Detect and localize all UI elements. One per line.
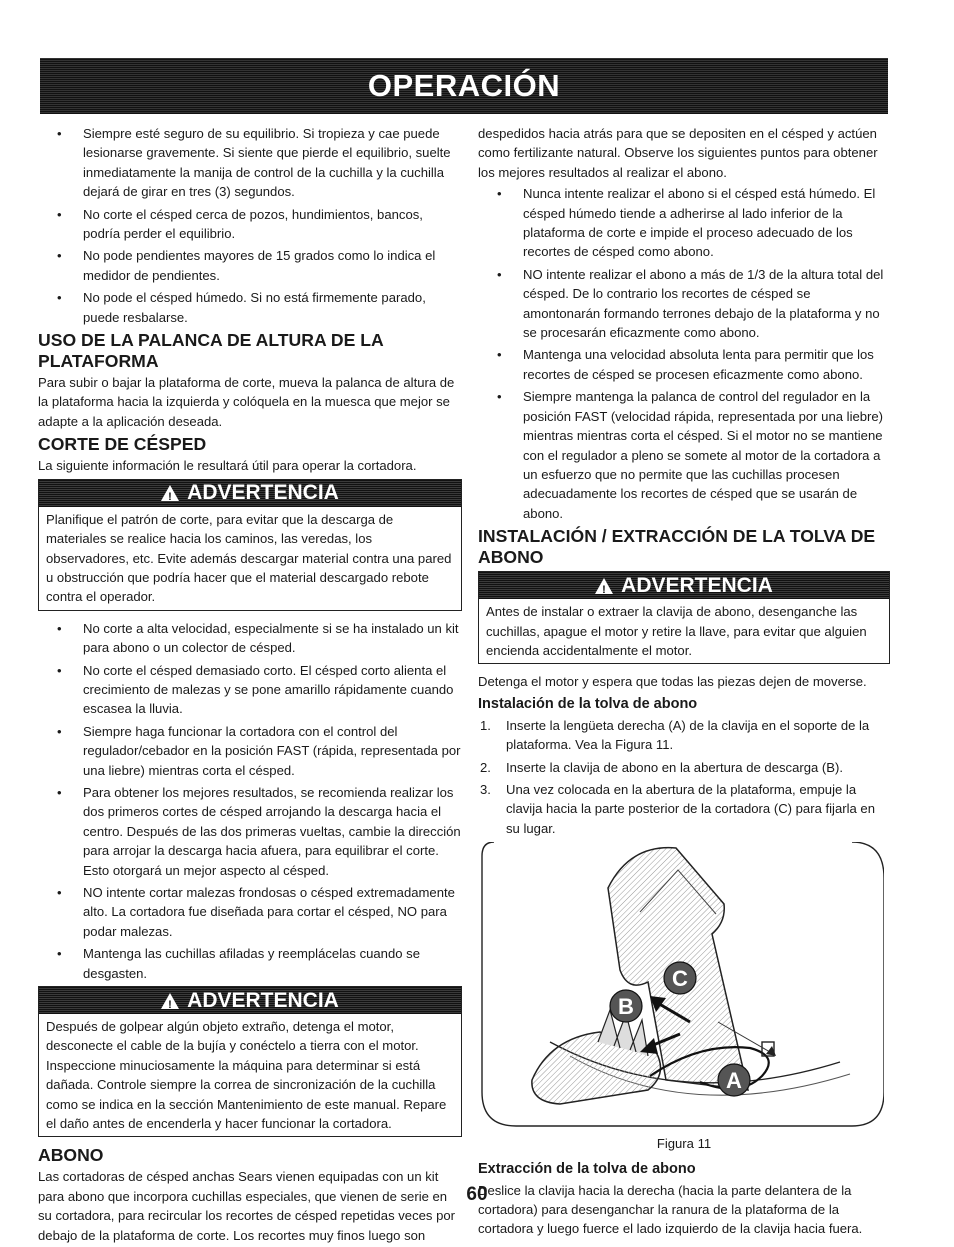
left-column (38, 124, 462, 1247)
list-item: • Siempre haga funcionar la cortadora con el control del regulador/cebador en la posición FAST (rápida, representada por una liebre) mientras corta el césped. (38, 722, 462, 780)
list-item: • Nunca intente realizar el abono si el césped está húmedo. El césped húmedo tiende a adherirse al lado inferior de la plataforma de corte e impide el proceso adecuado de los recortes de césped como abono. (478, 184, 890, 262)
list-item: • NO intente realizar el abono a más de 1/3 de la altura total del césped. De lo contrario los recortes de césped se amontonarán formando terrones debajo de la plataforma y no se procesarán eficazmente como abono. (478, 265, 890, 343)
warning-title: ADVERTENCIA (187, 481, 339, 505)
step-text: Inserte la clavija de abono en la abertura de descarga (B). (506, 759, 844, 775)
warning-header (39, 987, 461, 1014)
paragraph-remove: Deslice la clavija hacia la derecha (hacia la parte delantera de la cortadora) para desenganchar la ranura de la plataforma de la cortadora y luego fuerce el lado izquierdo de la clavija hacia fuera. (478, 1182, 863, 1237)
warning-box (478, 571, 890, 664)
safety-bullet-list (38, 124, 462, 327)
list-item: • No pode pendientes mayores de 15 grados como lo indica el medidor de pendientes. (38, 246, 462, 285)
callout-c-label: C (672, 966, 688, 992)
heading-mulching: ABONO (38, 1145, 104, 1166)
warning-triangle-icon: ! (161, 993, 179, 1009)
warning-title: ADVERTENCIA (187, 988, 339, 1012)
section-title: OPERACIÓN (367, 68, 561, 103)
list-item: • Siempre mantenga la palanca de control del regulador en la posición FAST (velocidad rápida, representada por una liebre) mientras mientras corta el césped. Si el motor no se mantiene con el regulador a pleno se somete al motor de la cortadora a un esfuerzo que no permite que las cuchillas procesen adecuadamente los recortes de césped que se usarán de abono. (478, 387, 890, 523)
list-item: • Siempre esté seguro de su equilibrio. Si tropieza y cae puede lesionarse gravemente. Si siente que pierde el equilibrio, suelte inmediatamente la manija de control de la cuchilla y la cuchilla dejará de girar en tres (3) segundos. (38, 124, 462, 202)
warning-header (479, 572, 889, 599)
step-item (478, 716, 890, 755)
step-number: 1. (480, 717, 491, 733)
step-text: Inserte la lengüeta derecha (A) de la clavija en el soporte de la plataforma. Vea la Figura 11. (506, 717, 870, 753)
paragraph-deck-height: Para subir o bajar la plataforma de corte, mueva la palanca de altura de la plataforma hacia la izquierda y colóquela en la muesca que mejor se adapte a la aplicación deseada. (38, 375, 455, 429)
list-item: • No pode el césped húmedo. Si no está firmemente parado, puede resbalarse. (38, 288, 462, 327)
warning-text: Después de golpear algún objeto extraño, detenga el motor, desconecte el cable de la bujía y conéctelo a tierra con el motor. Inspeccione minuciosamente la máquina para determinar si está dañada. Controle siempre la correa de sincronización de la cuchilla como se indica en la sección Mantenimiento de este manual. Repare el daño antes de encenderla y hacer funcionar la cortadora. (46, 1019, 447, 1132)
step-item (478, 758, 890, 777)
callout-b-label: B (618, 994, 634, 1020)
heading-mowing: CORTE DE CÉSPED (38, 434, 207, 455)
subheading-remove: Extracción de la tolva de abono (478, 1160, 696, 1177)
callout-a-label: A (726, 1068, 742, 1094)
paragraph-mulching: Las cortadoras de césped anchas Sears vienen equipadas con un kit para abono que incorpora cuchillas especiales, que vienen de serie en su cortadora, para recircular los recortes de césped repetidas veces por debajo de la plataforma de corte. Los recortes muy finos luego son (38, 1169, 456, 1243)
mowing-bullet-list (38, 619, 462, 983)
step-text: Una vez colocada en la abertura de la plataforma, empuje la clavija hacia la parte posterior de la cortadora (C) para fijarla en su lugar. (506, 781, 875, 836)
list-item: • Mantenga las cuchillas afiladas y reemplácelas cuando se desgasten. (38, 944, 462, 983)
heading-mulch-plug: INSTALACIÓN / EXTRACCIÓN DE LA TOLVA DE ABONO (478, 526, 876, 568)
step-number: 2. (480, 759, 491, 775)
paragraph-mulching-continued: despedidos hacia atrás para que se depositen en el césped y actúen como fertilizante natural. Observe los siguientes puntos para obtener los mejores resultados al realizar el abono. (478, 126, 878, 180)
warning-triangle-icon: ! (161, 485, 179, 501)
section-banner (40, 58, 888, 114)
warning-box (38, 479, 462, 611)
figure-11 (480, 842, 884, 1130)
warning-triangle-icon: ! (595, 578, 613, 594)
list-item: • Para obtener los mejores resultados, se recomienda realizar los dos primeros cortes de césped arrojando la descarga hacia el centro. Después de las dos primeras vueltas, cambie la dirección para arrojar la descarga hacia afuera, para equilibrar el corte. Esto otorgará un mejor aspecto al césped. (38, 783, 462, 880)
list-item: • Mantenga una velocidad absoluta lenta para permitir que los recortes de césped se procesen eficazmente como abono. (478, 345, 890, 384)
mulch-plug-illustration (480, 842, 884, 1130)
mulching-bullet-list (478, 184, 890, 523)
list-item: • No corte el césped cerca de pozos, hundimientos, bancos, podría perder el equilibrio. (38, 205, 462, 244)
figure-caption: Figura 11 (656, 1136, 712, 1152)
list-item: • No corte a alta velocidad, especialmente si se ha instalado un kit para abono o un colector de césped. (38, 619, 462, 658)
page-number: 60 (466, 1184, 488, 1205)
warning-box (38, 986, 462, 1137)
subheading-install: Instalación de la tolva de abono (478, 695, 698, 712)
step-number: 3. (480, 781, 491, 797)
list-item: • No corte el césped demasiado corto. El césped corto alienta el crecimiento de malezas y se pone amarillo rápidamente cuando escasea la lluvia. (38, 661, 462, 719)
warning-text: Planifique el patrón de corte, para evitar que la descarga de materiales se realice hacia los caminos, las veredas, los observadores, etc. Evite además descargar material contra una pared u obstrucción que podría hacer que el material descargado rebote contra el operador. (46, 511, 452, 605)
heading-deck-height-lever: USO DE LA PALANCA DE ALTURA DE LA PLATAFORMA (38, 330, 384, 372)
paragraph-mowing: La siguiente información le resultará útil para operar la cortadora. (38, 458, 417, 474)
step-item (478, 780, 890, 838)
install-steps (478, 716, 890, 838)
warning-text: Antes de instalar o extraer la clavija de abono, desenganche las cuchillas, apague el motor y retire la llave, para evitar que alguien encienda accidentalmente el motor. (486, 604, 867, 658)
warning-header (39, 480, 461, 507)
warning-title: ADVERTENCIA (621, 573, 773, 597)
right-column (478, 124, 890, 1241)
list-item: • NO intente cortar malezas frondosas o césped extremadamente alto. La cortadora fue diseñada para cortar el césped, NO para podar malezas. (38, 883, 462, 941)
paragraph-stop-engine: Detenga el motor y espera que todas las piezas dejen de moverse. (478, 674, 867, 690)
